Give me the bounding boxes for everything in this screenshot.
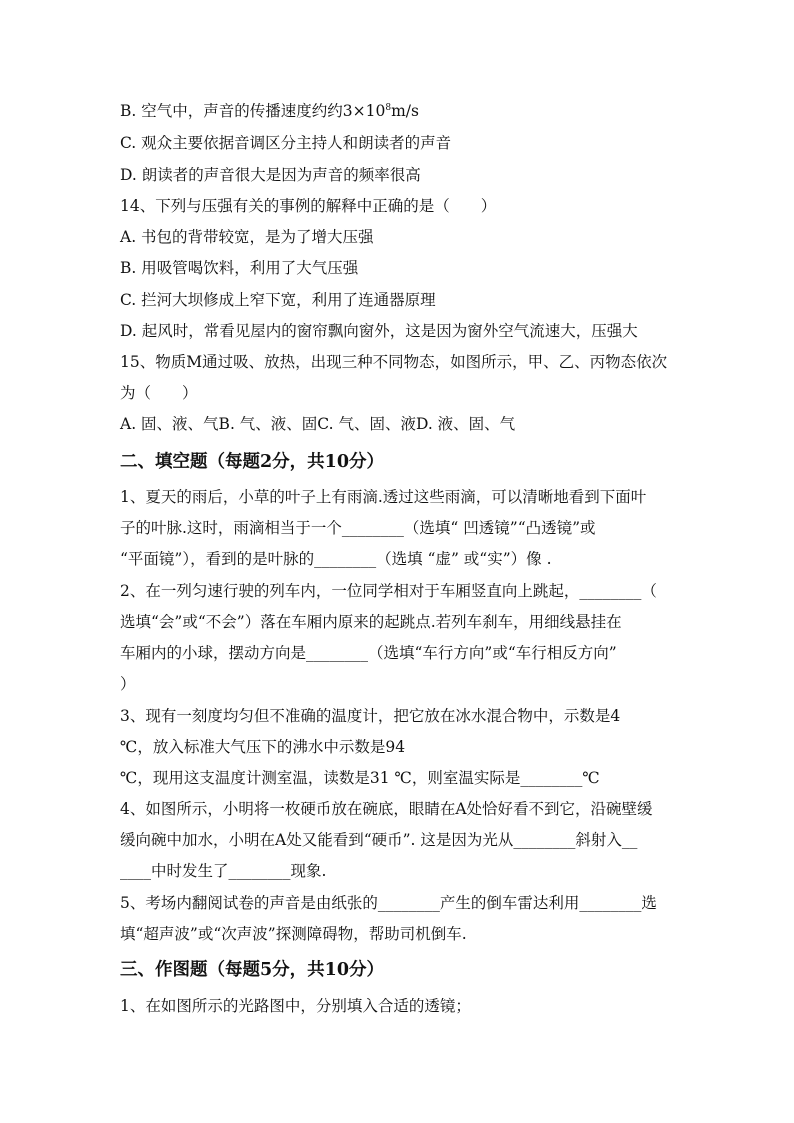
fill-q1-line2: 子的叶脉.这时，雨滴相当于一个________（选填“ 凹透镜”“凸透镜”或 bbox=[120, 519, 596, 537]
fill-q4-line1: 4、如图所示，小明将一枚硬币放在碗底，眼睛在A处恰好看不到它，沿碗壁缓 bbox=[120, 800, 653, 818]
fill-q2-line2: 选填“会”或“不会”）落在车厢内原来的起跳点.若列车刹车，用细线悬挂在 bbox=[120, 613, 622, 631]
q13-option-c: C. 观众主要依据音调区分主持人和朗读者的声音 bbox=[120, 134, 452, 152]
fill-q2-line1: 2、在一列匀速行驶的列车内，一位同学相对于车厢竖直向上跳起，________（ bbox=[120, 582, 657, 600]
fill-q4-line3: ____中时发生了________现象. bbox=[120, 862, 327, 880]
q13-option-d: D. 朗读者的声音很大是因为声音的频率很高 bbox=[120, 166, 421, 184]
q13-option-b bbox=[120, 101, 419, 121]
q14-option-c: C. 拦河大坝修成上窄下宽，利用了连通器原理 bbox=[120, 291, 436, 309]
fill-q5-line1: 5、考场内翻阅试卷的声音是由纸张的________产生的倒车雷达利用________选 bbox=[120, 894, 657, 912]
fill-q3-line2: ℃，放入标准大气压下的沸水中示数是94 bbox=[120, 738, 406, 756]
fill-q3-line1: 3、现有一刻度均匀但不准确的温度计，把它放在冰水混合物中，示数是4 bbox=[120, 707, 621, 725]
q15-stem-line2: 为（ ） bbox=[120, 384, 198, 402]
q13-option-b-exponent: 8 bbox=[385, 102, 392, 113]
q14-option-d: D. 起风时，常看见屋内的窗帘飘向窗外，这是因为窗外空气流速大，压强大 bbox=[120, 322, 638, 340]
drawing-q1-line1: 1、在如图所示的光路图中，分别填入合适的透镜； bbox=[120, 997, 471, 1015]
q15-stem-line1: 15、物质M通过吸、放热，出现三种不同物态，如图所示，甲、乙、丙物态依次 bbox=[120, 353, 668, 371]
section-drawing-title: 三、作图题（每题5分，共10分） bbox=[120, 960, 385, 980]
fill-q3-line3: ℃，现用这支温度计测室温，读数是31 ℃，则室温实际是________℃ bbox=[120, 769, 600, 787]
q15-options: A. 固、液、气B. 气、液、固C. 气、固、液D. 液、固、气 bbox=[120, 415, 516, 433]
section-fill-in-title: 二、填空题（每题2分，共10分） bbox=[120, 452, 385, 472]
q13-option-b-text: B. 空气中，声音的传播速度约约3×10 bbox=[120, 102, 386, 120]
fill-q2-line3: 车厢内的小球，摆动方向是________（选填“车行方向”或“车行相反方向” bbox=[120, 644, 617, 662]
fill-q2-line4: ） bbox=[120, 675, 136, 693]
q14-option-a: A. 书包的背带较宽，是为了增大压强 bbox=[120, 228, 374, 246]
fill-q5-line2: 填“超声波”或“次声波”探测障碍物，帮助司机倒车. bbox=[120, 925, 467, 943]
fill-q1-line1: 1、夏天的雨后，小草的叶子上有雨滴.透过这些雨滴，可以清晰地看到下面叶 bbox=[120, 488, 647, 506]
fill-q4-line2: 缓向碗中加水，小明在A处又能看到“硬币”. 这是因为光从________斜射入__ bbox=[120, 831, 638, 849]
q13-option-b-unit: m/s bbox=[391, 102, 419, 120]
q14-option-b: B. 用吸管喝饮料，利用了大气压强 bbox=[120, 259, 359, 277]
q14-stem: 14、下列与压强有关的事例的解释中正确的是（ ） bbox=[120, 197, 497, 215]
fill-q1-line3: “平面镜”），看到的是叶脉的________（选填 “虚” 或“实”）像 . bbox=[120, 550, 552, 568]
